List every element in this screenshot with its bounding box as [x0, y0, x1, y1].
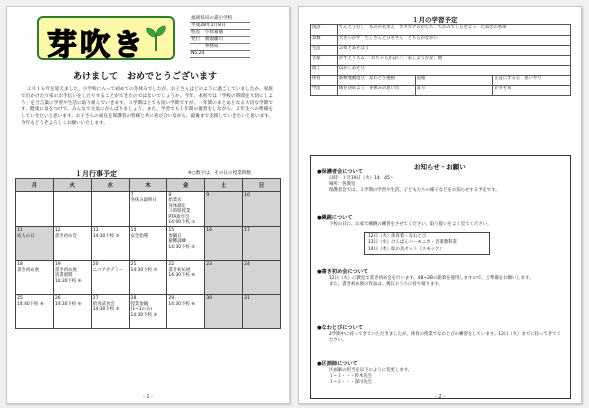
subject-content: かずとリズム 「おちゃらかほい」「あしようかな」他: [338, 56, 571, 66]
page-number: - 1 -: [143, 394, 153, 400]
calendar-event: 始業式: [168, 198, 182, 204]
subject-content: 大きいかず たしざんとひきざん どちらがながい: [338, 36, 571, 46]
calendar-event: 14:30下校 ⑤: [130, 312, 158, 318]
info-row: [190, 37, 250, 44]
calendar-week: [16, 192, 281, 227]
weekday-header: 火: [53, 179, 91, 192]
day-number: 13: [92, 228, 99, 234]
study-row: [311, 25, 571, 36]
section-body: [329, 368, 561, 386]
day-number: 31: [244, 296, 250, 302]
newsletter-page-1: [6, 6, 290, 404]
calendar-day: [16, 261, 54, 295]
subject-content: 鉄棒運動遊び なわとび運動: [338, 76, 416, 86]
calendar-event: 書き初め展: [168, 267, 191, 273]
calendar-note: ※○数字は、その日の授業時数: [188, 171, 251, 176]
day-number: 17: [244, 228, 250, 234]
calendar-event: ３時間授業: [168, 209, 191, 215]
calendar-event: 14:30下校 ⑥: [54, 301, 82, 307]
weekday-header: 木: [129, 179, 167, 192]
weekday-header: 土: [205, 179, 243, 192]
calendar-event: (1~1のみ): [130, 307, 153, 313]
calendar-event: 避難訓練: [168, 239, 186, 245]
subject-name: 道徳: [415, 76, 493, 86]
study-plan-table: [310, 24, 571, 96]
subject-content: ほかしあそび: [338, 66, 571, 76]
calendar-event: 冬休み最終日: [130, 198, 157, 204]
weekday-header: 日: [243, 179, 281, 192]
calendar-event: ニコアカデミー: [92, 267, 124, 273]
day-number: 24: [244, 262, 250, 268]
day-number: 18: [17, 262, 23, 268]
calendar-event: 14:00下校 ③: [168, 220, 196, 226]
subject-name: 体育: [311, 76, 338, 86]
info-cell: 福岡県田の浦小学校: [190, 16, 250, 23]
calendar-event: PTA新年会: [168, 214, 190, 220]
subject-name: 書写: [415, 86, 493, 96]
calendar-event: 14:30下校 ⑥: [168, 301, 196, 307]
subject-content: かきぞめ: [493, 86, 571, 96]
calendar-event: 給食試食会: [92, 301, 115, 307]
section-line: 区画師の担当を以下のように変更します。: [329, 368, 413, 373]
calendar-day: [53, 295, 91, 329]
calendar-day: [53, 192, 91, 227]
section-line: 保護者会では、３学期の学習や生活、子どもたちの様子などをお知らせする予定です。: [329, 188, 500, 193]
subject-name: 生活: [311, 46, 338, 56]
study-plan-title: １月の学習予定: [412, 16, 458, 24]
day-number: 16: [206, 228, 213, 234]
day-number: 25: [17, 296, 23, 302]
section-body: [329, 276, 561, 288]
section-heading: ●縄跳について: [317, 215, 353, 221]
info-cell: 事務局: [190, 44, 250, 51]
calendar-day: [205, 227, 243, 261]
calendar-event: 読書週間: [54, 273, 73, 279]
section-line: １−２・・・深川先生: [329, 380, 373, 385]
calendar-event: 14:40下校 ⑥: [17, 301, 44, 307]
section-heading: ●区画師について: [317, 361, 358, 367]
study-row: [311, 86, 571, 96]
day-number: 10: [244, 193, 250, 198]
day-number: 22: [168, 262, 175, 268]
intro-text: ２０１６年を迎えました。小学校に入って初めての冬休みでしたが、お子さんはどのように過ごしていましたか。家族で出かけたり家のお手伝いをしたりすることができたのではないでしょうか。今年、本校では「学校の時間を大切にしよう」を合言葉に学習や生活に取り組んでいきます。３学期はとても短い学期ですが、一年間のまとめとなる大切な学期です。健康に気をつけて、みんなで元気にがんばりましょう。また、学習でも１年間の復習をしながら、２年生への準備をしていきたいと思います。お子さんの成長を保護者の皆様と共に喜び合いながら、最後まで支援していきたいと思います。今年もどうぞよろしくお願いいたします。: [21, 87, 273, 126]
study-row: [311, 76, 571, 86]
info-cell: No.24: [190, 51, 250, 58]
section-line: 場所：各教室: [329, 182, 356, 187]
section-heading: ●保護者会について: [317, 169, 363, 175]
section-heading: ●書き初め会について: [317, 269, 369, 275]
day-number: 23: [206, 262, 213, 268]
calendar-day: [91, 192, 129, 227]
section-line: 日時：１月19日（火）14：45～: [329, 176, 395, 181]
info-row: [190, 23, 250, 30]
calendar-day: [91, 261, 129, 295]
day-number: 8: [168, 193, 172, 198]
calendar-event: 14:30下校 ⑤: [92, 233, 120, 239]
calendar-day: [129, 227, 167, 261]
calendar-event: 参観日: [168, 233, 182, 239]
calendar-day: [167, 192, 205, 227]
belongings-box: [364, 232, 490, 255]
calendar-day: [167, 227, 205, 261]
greeting: あけまして おめでとうございます: [73, 72, 218, 82]
section-line: 2学期中に持ってきていただきましたが、体育の授業でなわとびの練習をしています。12日（火）までに持ってきてください。: [329, 332, 561, 343]
calendar-event: 14:30下校 ⑤: [130, 267, 158, 273]
calendar-day: [16, 227, 54, 261]
calendar-day: [243, 261, 281, 295]
newsletter-page-2: [298, 6, 582, 404]
event-calendar: [15, 178, 281, 329]
day-number: 30: [206, 296, 213, 302]
subject-content: てんとうむし ものの名まえ カタカナのかたち てがみでしらせよう たぬきの糸車: [338, 25, 571, 36]
day-number: 19: [54, 262, 61, 268]
calendar-event: 14:30下校 ⑤: [168, 244, 196, 250]
calendar-day: [243, 227, 281, 261]
day-number: 21: [130, 262, 137, 268]
section-line: 下校の日に、お家で縄跳の練習をさせてください。取り扱いをよく見てください。: [329, 222, 492, 227]
day-number: 7: [130, 193, 134, 198]
section-line: また、書き初め展の作品は、後日おうちに持ち帰ります。: [329, 282, 443, 287]
info-row: [190, 51, 250, 58]
study-row: [311, 56, 571, 66]
day-number: 26: [54, 296, 61, 302]
calendar-event: 14:30下校 ⑥: [54, 278, 82, 284]
page-number: - 2 -: [435, 394, 445, 400]
calendar-day: [129, 295, 167, 329]
section-body: [329, 222, 561, 228]
calendar-day: [205, 261, 243, 295]
calendar-day: [129, 261, 167, 295]
calendar-day: [53, 227, 91, 261]
calendar-week: [16, 227, 281, 261]
belongings-item: 13日（水）けんばんハーモニカ・音楽教科書: [368, 240, 458, 246]
calendar-week: [16, 295, 281, 329]
belongings-item: 14日（木）絵の具セット（スモック）: [368, 246, 444, 252]
calendar-event: 授業参観: [130, 301, 149, 307]
day-number: 12: [54, 228, 61, 234]
day-number: 11: [17, 228, 23, 234]
info-row: [190, 44, 250, 51]
day-number: 15: [168, 228, 175, 234]
study-row: [311, 36, 571, 46]
calendar-day: [53, 261, 91, 295]
calendar-day: [167, 295, 205, 329]
section-body: [329, 332, 561, 344]
subject-content: 正直にする心 思いやり: [493, 76, 571, 86]
calendar-day: [243, 295, 281, 329]
study-row: [311, 66, 571, 76]
calendar-event: 成人の日: [17, 233, 35, 239]
subject-name: 学活: [311, 86, 338, 96]
masthead-info: [190, 16, 250, 58]
subject-name: 音楽: [311, 56, 338, 66]
calendar-day: [129, 192, 167, 227]
weekday-header: 月: [16, 179, 54, 192]
subject-name: 国語: [311, 25, 338, 36]
masthead: [37, 16, 175, 63]
calendar-event: 身体測定: [168, 203, 186, 209]
calendar-day: [91, 227, 129, 261]
day-number: 28: [130, 296, 137, 302]
day-number: 20: [92, 262, 99, 268]
calendar-title: １月行事予定: [75, 170, 117, 178]
section-line: 12日（火）に教室で書き初め会を行います。4B~2Bの鉛筆を使用しますので、ご準備をお願いします。: [329, 276, 534, 281]
calendar-day: [16, 192, 54, 227]
notice-title: お知らせ・お願い: [414, 163, 466, 171]
day-number: 9: [206, 193, 210, 198]
calendar-event: 書き初め展: [54, 267, 77, 273]
calendar-event: 14:30下校 ⑤: [92, 307, 120, 313]
section-line: １−１・・・鈴木先生: [329, 374, 373, 379]
notice-box: [310, 155, 571, 399]
calendar-event: 14:30下校 ⑥: [168, 273, 196, 279]
calendar-day: [16, 295, 54, 329]
study-row: [311, 46, 571, 56]
calendar-event: 安全指導: [130, 233, 149, 239]
calendar-day: [243, 192, 281, 227]
calendar-day: [205, 295, 243, 329]
info-cell: 校長 小原嘉徳: [190, 30, 250, 37]
calendar-day: [167, 261, 205, 295]
day-number: 14: [130, 228, 137, 234]
calendar-event: 書き初め展: [17, 267, 39, 273]
info-row: [190, 30, 250, 37]
day-number: 27: [92, 296, 99, 302]
subject-content: ふゆとあそぼう: [338, 46, 571, 56]
masthead-title: 芽吹き: [47, 28, 146, 63]
subject-name: 図工: [311, 66, 338, 76]
section-heading: ●なわとびについて: [317, 325, 363, 331]
day-number: 29: [168, 296, 175, 302]
belongings-item: 12日（火）体育着・なわとび: [368, 234, 427, 239]
calendar-day: [205, 192, 243, 227]
weekday-header: 金: [167, 179, 205, 192]
calendar-event: 書き初め会: [54, 233, 77, 239]
info-cell: 平成28年1月8日: [190, 23, 250, 30]
calendar-day: [91, 295, 129, 329]
calendar-week: [16, 261, 281, 295]
info-cell: 発行 教頭藤川: [190, 37, 250, 44]
subject-name: 算数: [311, 36, 338, 46]
section-body: [329, 176, 561, 194]
subject-content: 係を決めよう 冬休みの思い出: [338, 86, 416, 96]
sprout-icon: [145, 24, 167, 52]
weekday-header: 水: [91, 179, 129, 192]
